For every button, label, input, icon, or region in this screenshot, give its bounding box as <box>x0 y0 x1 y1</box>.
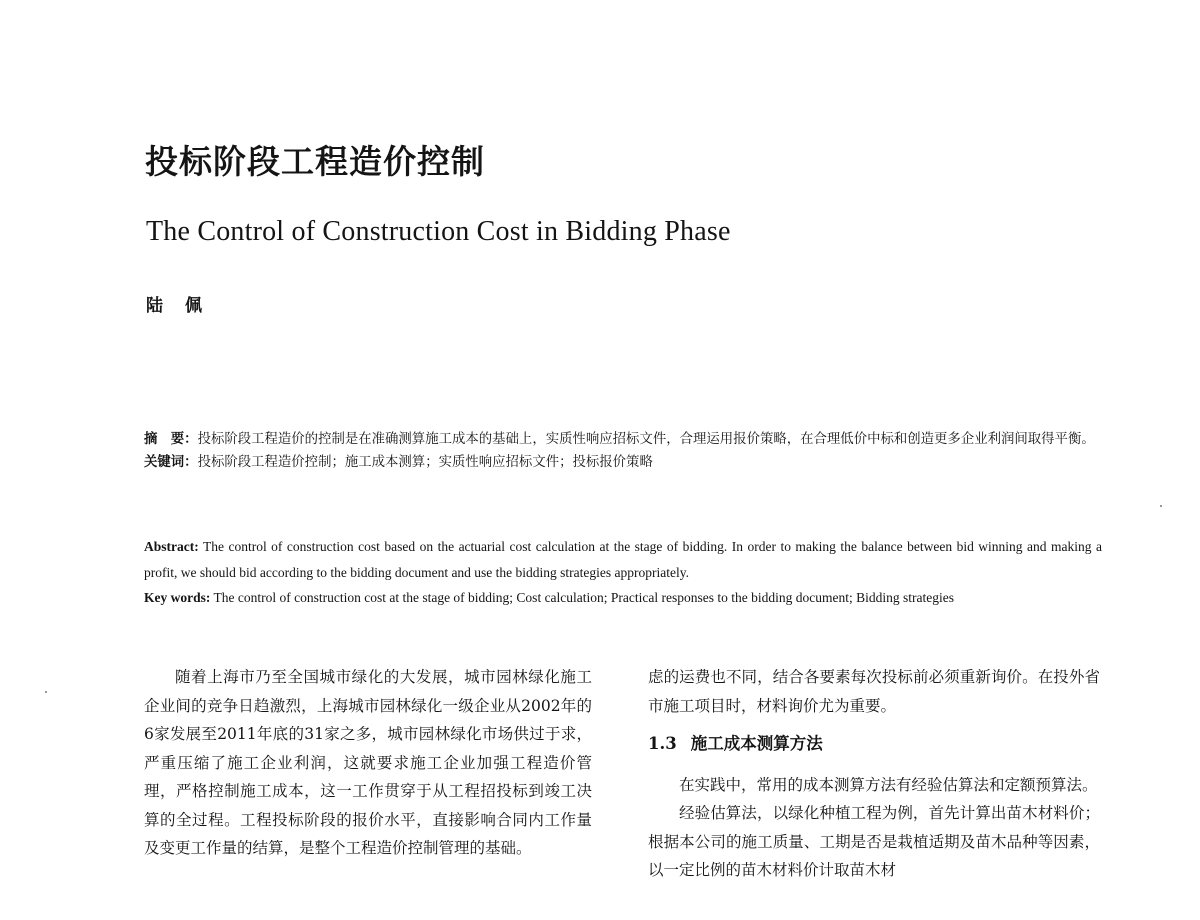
section-number: 1.3 <box>648 734 677 753</box>
abstract-chinese <box>144 428 1104 451</box>
abstract-english <box>144 534 1102 585</box>
keywords-chinese-text: 投标阶段工程造价控制；施工成本测算；实质性响应招标文件；投标报价策略 <box>197 455 653 470</box>
abstract-english-label: Abstract: <box>144 539 199 554</box>
abstract-chinese-text: 投标阶段工程造价的控制是在准确测算施工成本的基础上，实质性响应招标文件，合理运用报价策略，在合理低价中标和创造更多企业利润间取得平衡。 <box>197 432 1095 447</box>
keywords-english-text: The control of construction cost at the stage of bidding; Cost calculation; Practical responses to the bidding document; Bidding strategies <box>210 590 954 605</box>
body-paragraph: 在实践中，常用的成本测算方法有经验估算法和定额预算法。 <box>679 775 1098 794</box>
section-heading <box>648 730 1100 759</box>
keywords-chinese <box>144 451 1104 474</box>
keywords-english-label: Key words: <box>144 590 211 605</box>
scan-speck <box>45 691 47 693</box>
body-column-left <box>144 663 592 863</box>
body-paragraph: 随着上海市乃至全国城市绿化的大发展，城市园林绿化施工企业间的竞争日趋激烈，上海城市园林绿化一级企业从2002年的6家发展至2011年底的31家之多，城市园林绿化市场供过于求，严重压缩了施工企业利润，这就要求施工企业加强工程造价管理，严格控制施工成本，这一工作贯穿于从工程招投标到竣工决算的全过程。工程投标阶段的报价水平，直接影响合同内工作量及变更工作量的结算，是整个工程造价控制管理的基础。 <box>144 668 592 857</box>
abstract-english-text: The control of construction cost based on the actuarial cost calculation at the stage of bidding. In order to making the balance between bid winning and making a profit, we should bid according to the bidding document and use the bidding strategies appropriately. <box>144 539 1102 580</box>
paper-title-chinese: 投标阶段工程造价控制 <box>145 142 485 181</box>
paper-title-english: The Control of Construction Cost in Bidding Phase <box>146 216 731 247</box>
body-paragraph-continued: 虑的运费也不同，结合各要素每次投标前必须重新询价。在投外省市施工项目时，材料询价尤为重要。 <box>648 668 1100 715</box>
abstract-chinese-label: 摘 要： <box>144 431 198 447</box>
section-title: 施工成本测算方法 <box>690 734 823 753</box>
scan-speck <box>1160 505 1162 507</box>
keywords-english <box>144 585 1102 611</box>
abstract-english-block <box>144 534 1102 611</box>
body-paragraph: 经验估算法，以绿化种植工程为例，首先计算出苗木材料价；根据本公司的施工质量、工期是否是栽植适期及苗木品种等因素，以一定比例的苗木材料价计取苗木材 <box>648 804 1100 879</box>
keywords-chinese-label: 关键词： <box>144 454 198 470</box>
abstract-chinese-block <box>144 428 1104 474</box>
author-name: 陆佩 <box>146 296 224 316</box>
body-column-right <box>648 663 1100 885</box>
